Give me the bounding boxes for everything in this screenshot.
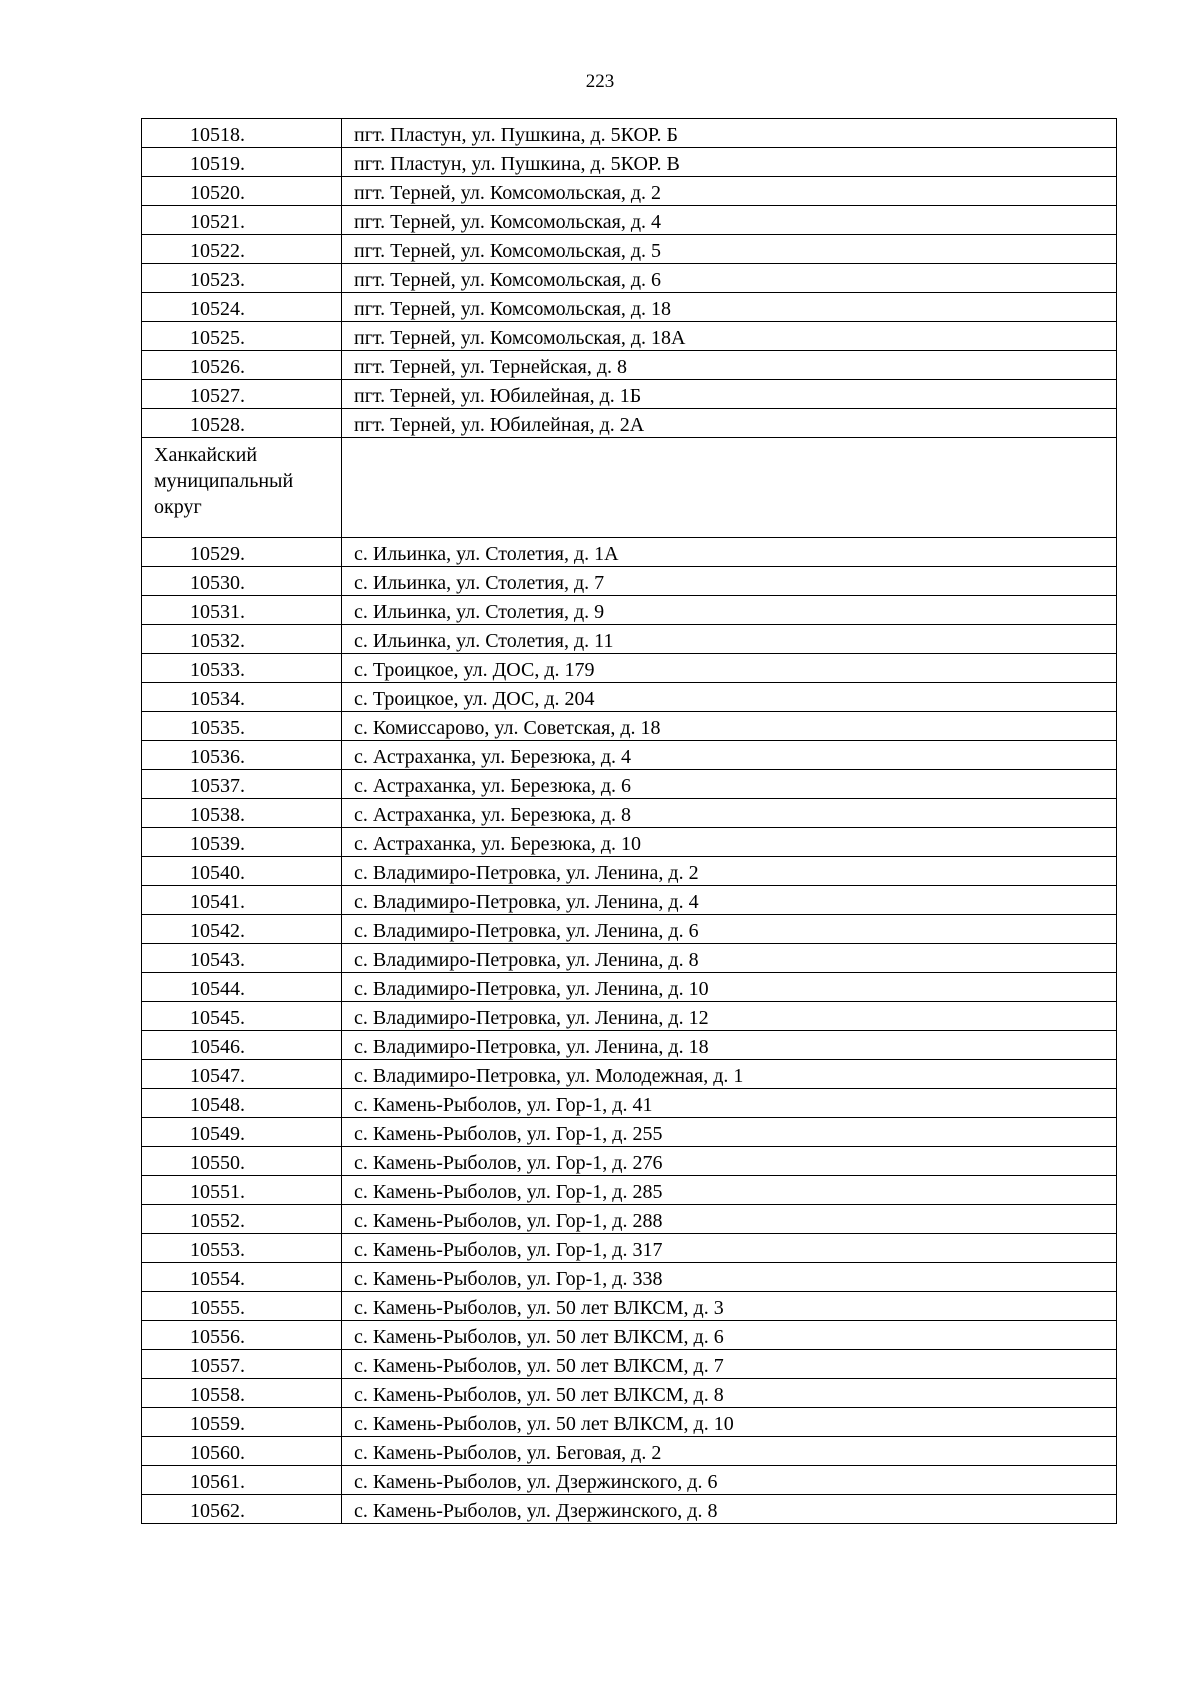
row-number: 10525. xyxy=(142,322,342,351)
row-address: с. Камень-Рыболов, ул. Гор-1, д. 338 xyxy=(342,1263,1117,1292)
row-number: 10562. xyxy=(142,1495,342,1524)
group-label-cell xyxy=(142,438,342,538)
row-address: с. Ильинка, ул. Столетия, д. 1А xyxy=(342,538,1117,567)
row-address: с. Камень-Рыболов, ул. Дзержинского, д. 8 xyxy=(342,1495,1117,1524)
row-address: пгт. Терней, ул. Комсомольская, д. 4 xyxy=(342,206,1117,235)
table-row xyxy=(142,1321,1117,1350)
group-label-line: округ xyxy=(154,496,202,518)
table-row xyxy=(142,1176,1117,1205)
row-number: 10539. xyxy=(142,828,342,857)
row-address: пгт. Терней, ул. Комсомольская, д. 5 xyxy=(342,235,1117,264)
row-address: пгт. Терней, ул. Тернейская, д. 8 xyxy=(342,351,1117,380)
table-row xyxy=(142,886,1117,915)
row-number: 10529. xyxy=(142,538,342,567)
row-number: 10557. xyxy=(142,1350,342,1379)
row-number: 10537. xyxy=(142,770,342,799)
group-row xyxy=(142,438,1117,538)
table-row xyxy=(142,944,1117,973)
table-row xyxy=(142,654,1117,683)
row-number: 10541. xyxy=(142,886,342,915)
table-row xyxy=(142,148,1117,177)
table-row xyxy=(142,828,1117,857)
row-address: пгт. Терней, ул. Комсомольская, д. 2 xyxy=(342,177,1117,206)
row-address: пгт. Терней, ул. Комсомольская, д. 18А xyxy=(342,322,1117,351)
row-address: с. Владимиро-Петровка, ул. Ленина, д. 4 xyxy=(342,886,1117,915)
row-address: с. Троицкое, ул. ДОС, д. 204 xyxy=(342,683,1117,712)
row-address: с. Владимиро-Петровка, ул. Ленина, д. 12 xyxy=(342,1002,1117,1031)
row-number: 10536. xyxy=(142,741,342,770)
row-address: с. Камень-Рыболов, ул. Гор-1, д. 288 xyxy=(342,1205,1117,1234)
row-number: 10546. xyxy=(142,1031,342,1060)
row-address: с. Камень-Рыболов, ул. Дзержинского, д. 6 xyxy=(342,1466,1117,1495)
group-section xyxy=(142,438,1117,538)
row-number: 10556. xyxy=(142,1321,342,1350)
table-row xyxy=(142,683,1117,712)
row-address: с. Камень-Рыболов, ул. 50 лет ВЛКСМ, д. 8 xyxy=(342,1379,1117,1408)
rows-after-group xyxy=(142,538,1117,1524)
table-row xyxy=(142,741,1117,770)
row-address: с. Ильинка, ул. Столетия, д. 11 xyxy=(342,625,1117,654)
table-row xyxy=(142,293,1117,322)
row-number: 10535. xyxy=(142,712,342,741)
row-number: 10560. xyxy=(142,1437,342,1466)
row-number: 10551. xyxy=(142,1176,342,1205)
row-address: с. Владимиро-Петровка, ул. Ленина, д. 2 xyxy=(342,857,1117,886)
row-address: с. Владимиро-Петровка, ул. Ленина, д. 6 xyxy=(342,915,1117,944)
table-row xyxy=(142,1089,1117,1118)
row-number: 10523. xyxy=(142,264,342,293)
row-address: с. Камень-Рыболов, ул. Гор-1, д. 276 xyxy=(342,1147,1117,1176)
row-address: пгт. Терней, ул. Комсомольская, д. 18 xyxy=(342,293,1117,322)
row-number: 10521. xyxy=(142,206,342,235)
row-number: 10545. xyxy=(142,1002,342,1031)
row-address: с. Камень-Рыболов, ул. 50 лет ВЛКСМ, д. 3 xyxy=(342,1292,1117,1321)
group-label-line: Ханкайский xyxy=(154,444,258,466)
table-row xyxy=(142,177,1117,206)
row-number: 10550. xyxy=(142,1147,342,1176)
row-number: 10558. xyxy=(142,1379,342,1408)
row-number: 10533. xyxy=(142,654,342,683)
row-address: с. Камень-Рыболов, ул. 50 лет ВЛКСМ, д. 7 xyxy=(342,1350,1117,1379)
table-row xyxy=(142,596,1117,625)
row-number: 10519. xyxy=(142,148,342,177)
table-row xyxy=(142,857,1117,886)
table-row xyxy=(142,625,1117,654)
row-address: пгт. Терней, ул. Юбилейная, д. 1Б xyxy=(342,380,1117,409)
table-row xyxy=(142,264,1117,293)
row-address: с. Комиссарово, ул. Советская, д. 18 xyxy=(342,712,1117,741)
row-address: с. Камень-Рыболов, ул. 50 лет ВЛКСМ, д. 10 xyxy=(342,1408,1117,1437)
row-address: с. Камень-Рыболов, ул. Гор-1, д. 285 xyxy=(342,1176,1117,1205)
row-address: с. Камень-Рыболов, ул. Беговая, д. 2 xyxy=(342,1437,1117,1466)
row-address: пгт. Пластун, ул. Пушкина, д. 5КОР. Б xyxy=(342,119,1117,148)
row-address: с. Владимиро-Петровка, ул. Молодежная, д. 1 xyxy=(342,1060,1117,1089)
table-row xyxy=(142,1437,1117,1466)
table-row xyxy=(142,235,1117,264)
row-number: 10522. xyxy=(142,235,342,264)
table-row xyxy=(142,799,1117,828)
row-number: 10554. xyxy=(142,1263,342,1292)
table-row xyxy=(142,1495,1117,1524)
table-row xyxy=(142,351,1117,380)
row-address: с. Владимиро-Петровка, ул. Ленина, д. 10 xyxy=(342,973,1117,1002)
row-number: 10518. xyxy=(142,119,342,148)
row-address: с. Камень-Рыболов, ул. Гор-1, д. 255 xyxy=(342,1118,1117,1147)
table-row xyxy=(142,1060,1117,1089)
row-address: пгт. Терней, ул. Комсомольская, д. 6 xyxy=(342,264,1117,293)
table-row xyxy=(142,567,1117,596)
table-row xyxy=(142,1031,1117,1060)
row-number: 10544. xyxy=(142,973,342,1002)
table-row xyxy=(142,1263,1117,1292)
row-address: с. Ильинка, ул. Столетия, д. 7 xyxy=(342,567,1117,596)
table-row xyxy=(142,973,1117,1002)
row-number: 10552. xyxy=(142,1205,342,1234)
group-label-line: муниципальный xyxy=(154,470,294,492)
row-number: 10534. xyxy=(142,683,342,712)
row-address: с. Астраханка, ул. Березюка, д. 4 xyxy=(342,741,1117,770)
row-number: 10520. xyxy=(142,177,342,206)
table-row xyxy=(142,119,1117,148)
row-number: 10543. xyxy=(142,944,342,973)
table-row xyxy=(142,1379,1117,1408)
table-row xyxy=(142,409,1117,438)
row-number: 10538. xyxy=(142,799,342,828)
row-number: 10548. xyxy=(142,1089,342,1118)
row-number: 10528. xyxy=(142,409,342,438)
row-address: с. Ильинка, ул. Столетия, д. 9 xyxy=(342,596,1117,625)
table-row xyxy=(142,1234,1117,1263)
row-address: с. Камень-Рыболов, ул. 50 лет ВЛКСМ, д. 6 xyxy=(342,1321,1117,1350)
row-address: с. Камень-Рыболов, ул. Гор-1, д. 41 xyxy=(342,1089,1117,1118)
table-row xyxy=(142,770,1117,799)
table-row xyxy=(142,538,1117,567)
row-number: 10547. xyxy=(142,1060,342,1089)
table-row xyxy=(142,206,1117,235)
row-address: пгт. Терней, ул. Юбилейная, д. 2А xyxy=(342,409,1117,438)
address-table xyxy=(141,118,1117,1524)
row-number: 10561. xyxy=(142,1466,342,1495)
table-row xyxy=(142,1350,1117,1379)
page-number: 223 xyxy=(585,71,615,92)
table-row xyxy=(142,1408,1117,1437)
table-row xyxy=(142,1205,1117,1234)
row-address: с. Владимиро-Петровка, ул. Ленина, д. 8 xyxy=(342,944,1117,973)
row-address: с. Камень-Рыболов, ул. Гор-1, д. 317 xyxy=(342,1234,1117,1263)
row-address: с. Астраханка, ул. Березюка, д. 6 xyxy=(342,770,1117,799)
table-row xyxy=(142,1292,1117,1321)
row-number: 10559. xyxy=(142,1408,342,1437)
row-number: 10530. xyxy=(142,567,342,596)
row-address: с. Троицкое, ул. ДОС, д. 179 xyxy=(342,654,1117,683)
table-row xyxy=(142,1466,1117,1495)
rows-before-group xyxy=(142,119,1117,438)
table-row xyxy=(142,1118,1117,1147)
group-empty-cell xyxy=(342,438,1117,538)
row-number: 10555. xyxy=(142,1292,342,1321)
table-row xyxy=(142,380,1117,409)
row-address: с. Астраханка, ул. Березюка, д. 8 xyxy=(342,799,1117,828)
row-number: 10542. xyxy=(142,915,342,944)
table-row xyxy=(142,712,1117,741)
table-row xyxy=(142,915,1117,944)
row-number: 10531. xyxy=(142,596,342,625)
row-number: 10527. xyxy=(142,380,342,409)
row-number: 10540. xyxy=(142,857,342,886)
row-number: 10524. xyxy=(142,293,342,322)
row-number: 10526. xyxy=(142,351,342,380)
table-row xyxy=(142,1002,1117,1031)
row-number: 10553. xyxy=(142,1234,342,1263)
row-address: с. Астраханка, ул. Березюка, д. 10 xyxy=(342,828,1117,857)
table-row xyxy=(142,322,1117,351)
row-address: пгт. Пластун, ул. Пушкина, д. 5КОР. В xyxy=(342,148,1117,177)
table-row xyxy=(142,1147,1117,1176)
row-address: с. Владимиро-Петровка, ул. Ленина, д. 18 xyxy=(342,1031,1117,1060)
row-number: 10532. xyxy=(142,625,342,654)
row-number: 10549. xyxy=(142,1118,342,1147)
